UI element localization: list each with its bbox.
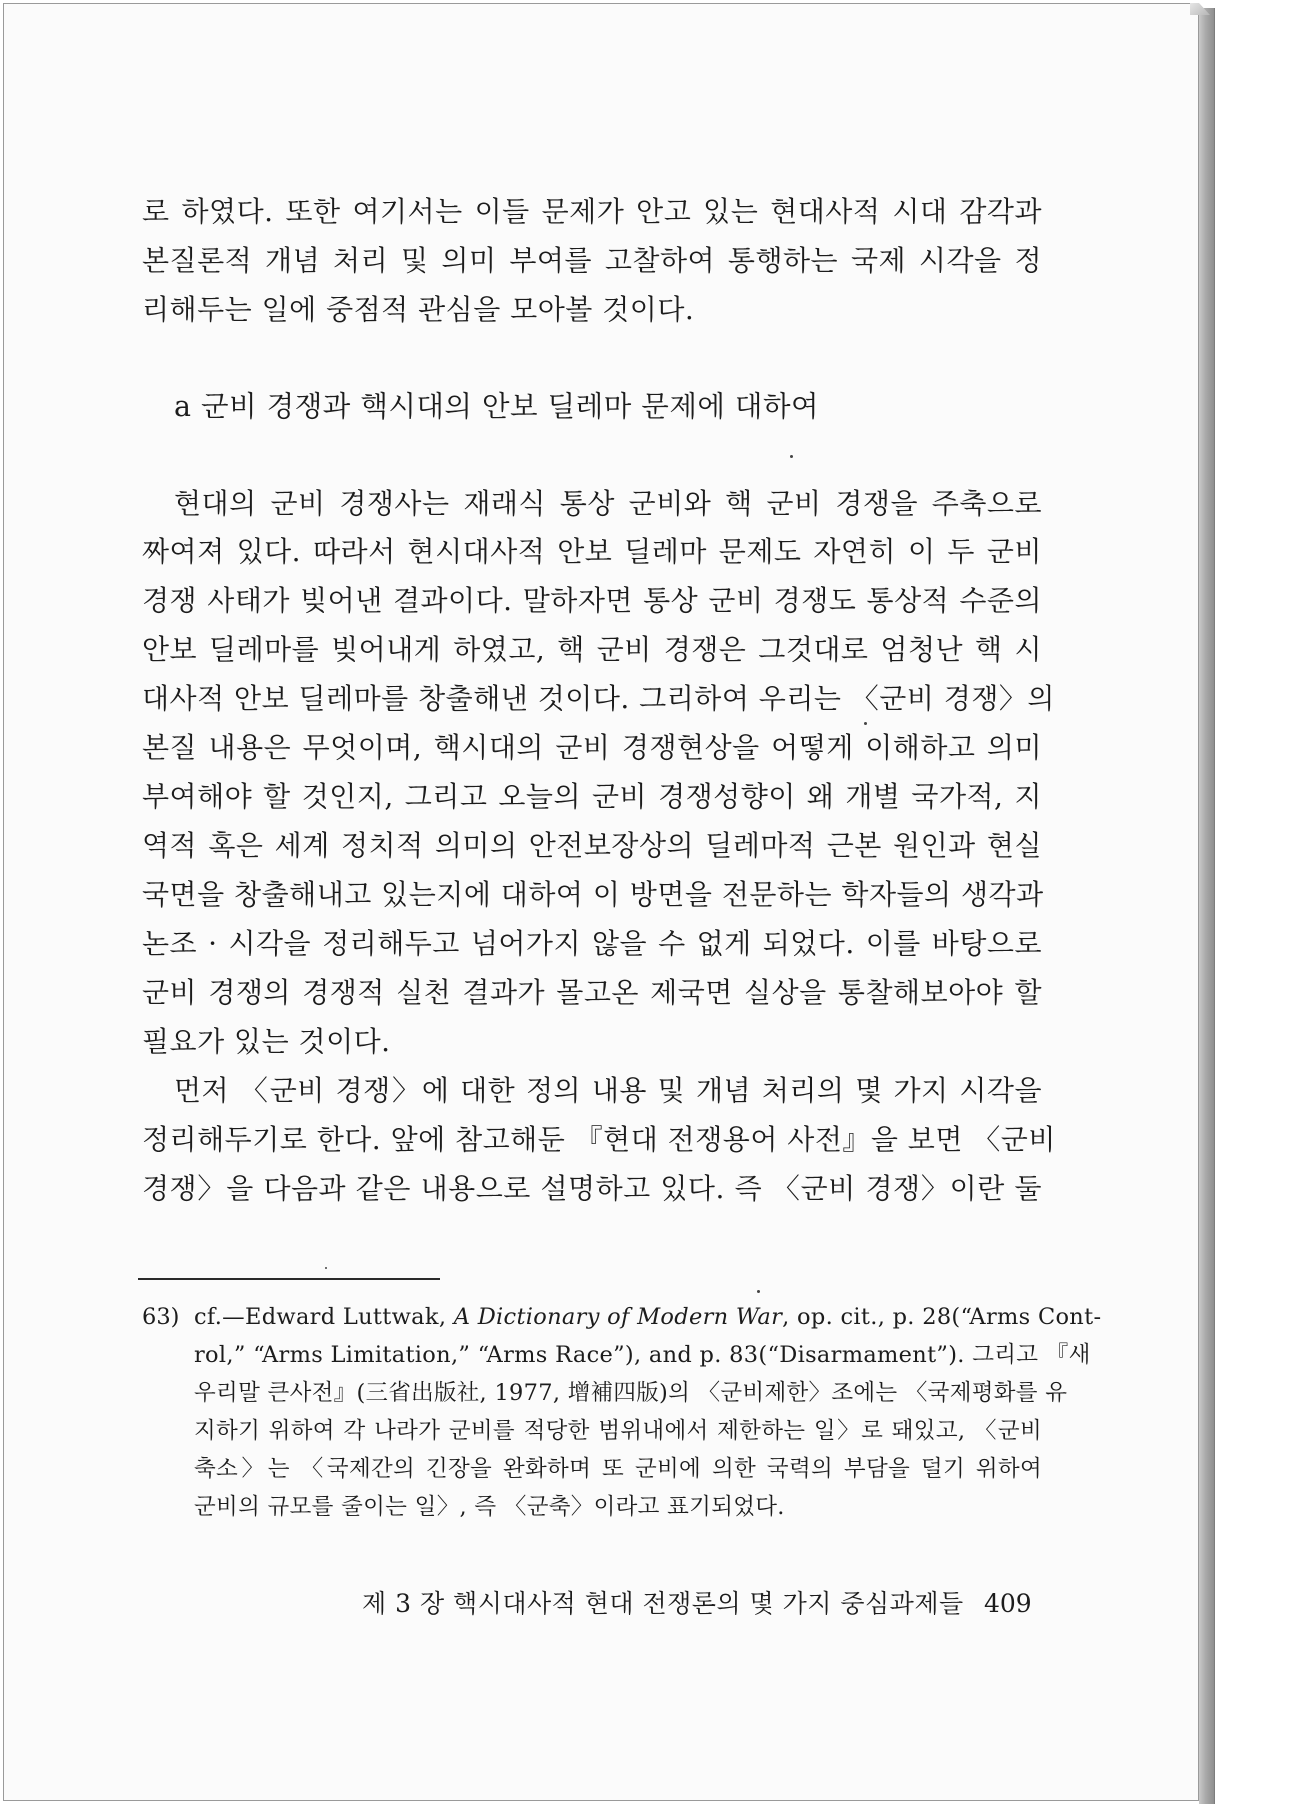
body-line: 경쟁〉을 다음과 같은 내용으로 설명하고 있다. 즉 〈군비 경쟁〉이란 둘 [142, 1172, 1042, 1205]
footnote-citation-suffix: , op. cit., p. 28(“Arms Cont- [782, 1304, 1102, 1330]
footnote-line: 우리말 큰사전』(三省出版社, 1977, 增補四版)의 〈군비제한〉조에는 〈국제평화를 유 [194, 1380, 1068, 1406]
page-stack-edge [1199, 8, 1215, 1804]
body-line: 경쟁 사태가 빚어낸 결과이다. 말하자면 통상 군비 경쟁도 통상적 수준의 [142, 584, 1042, 617]
body-line: 먼저 〈군비 경쟁〉에 대한 정의 내용 및 개념 처리의 몇 가지 시각을 [174, 1074, 1042, 1107]
body-line: 정리해두기로 한다. 앞에 참고해둔 『현대 전쟁용어 사전』을 보면 〈군비 [142, 1123, 1056, 1156]
section-heading: a 군비 경쟁과 핵시대의 안보 딜레마 문제에 대하여 [174, 390, 820, 423]
body-line: 본질 내용은 무엇이며, 핵시대의 군비 경쟁현상을 어떻게 이해하고 의미 [142, 731, 1042, 764]
body-line: 현대의 군비 경쟁사는 재래식 통상 군비와 핵 군비 경쟁을 주축으로 [174, 487, 1042, 520]
body-line: 짜여져 있다. 따라서 현시대사적 안보 딜레마 문제도 자연히 이 두 군비 [142, 535, 1042, 568]
footnote-book-title: A Dictionary of Modern War [453, 1304, 783, 1330]
scan-speck [325, 1267, 327, 1269]
scan-speck [864, 722, 867, 725]
page-number: 409 [984, 1589, 1032, 1618]
body-line: 리해두는 일에 중점적 관심을 모아볼 것이다. [142, 293, 695, 326]
body-line: 본질론적 개념 처리 및 의미 부여를 고찰하여 통행하는 국제 시각을 정 [142, 244, 1042, 277]
body-line: 안보 딜레마를 빚어내게 하였고, 핵 군비 경쟁은 그것대로 엄청난 핵 시 [142, 633, 1042, 666]
body-line: 부여해야 할 것인지, 그리고 오늘의 군비 경쟁성향이 왜 개별 국가적, 지 [142, 780, 1042, 813]
body-line: 군비 경쟁의 경쟁적 실천 결과가 몰고온 제국면 실상을 통찰해보아야 할 [142, 976, 1042, 1009]
body-line: 필요가 있는 것이다. [142, 1025, 391, 1058]
scan-speck [757, 1290, 760, 1293]
body-line: 국면을 창출해내고 있는지에 대하여 이 방면을 전문하는 학자들의 생각과 [142, 878, 1044, 911]
footnote-line: 군비의 규모를 줄이는 일〉, 즉 〈군축〉이라고 표기되었다. [194, 1494, 785, 1520]
footnote-citation-prefix: cf.—Edward Luttwak, [194, 1304, 454, 1330]
footnote-number: 63) [142, 1304, 180, 1330]
book-page [3, 3, 1199, 1801]
footnote-line: 지하기 위하여 각 나라가 군비를 적당한 범위내에서 제한하는 일〉로 돼있고, 〈군비 [194, 1418, 1042, 1444]
body-line: 논조 · 시각을 정리해두고 넘어가지 않을 수 없게 되었다. 이를 바탕으로 [142, 927, 1042, 960]
body-line: 대사적 안보 딜레마를 창출해낸 것이다. 그리하여 우리는 〈군비 경쟁〉의 [142, 682, 1055, 715]
footnote-line: rol,” “Arms Limitation,” “Arms Race”), and p. 83(“Disarmament”). 그리고 『새 [194, 1342, 1091, 1368]
footnote-line [194, 1302, 1102, 1332]
footnote-separator [138, 1278, 440, 1280]
footnote-line: 축소〉는 〈국제간의 긴장을 완화하며 또 군비에 의한 국력의 부담을 덜기 위하여 [194, 1456, 1042, 1482]
running-footer-title: 제 3 장 핵시대사적 현대 전쟁론의 몇 가지 중심과제들 [362, 1589, 964, 1618]
body-line: 역적 혹은 세계 정치적 의미의 안전보장상의 딜레마적 근본 원인과 현실 [142, 829, 1042, 862]
body-line: 로 하였다. 또한 여기서는 이들 문제가 안고 있는 현대사적 시대 감각과 [142, 195, 1042, 228]
scan-speck [790, 455, 793, 458]
